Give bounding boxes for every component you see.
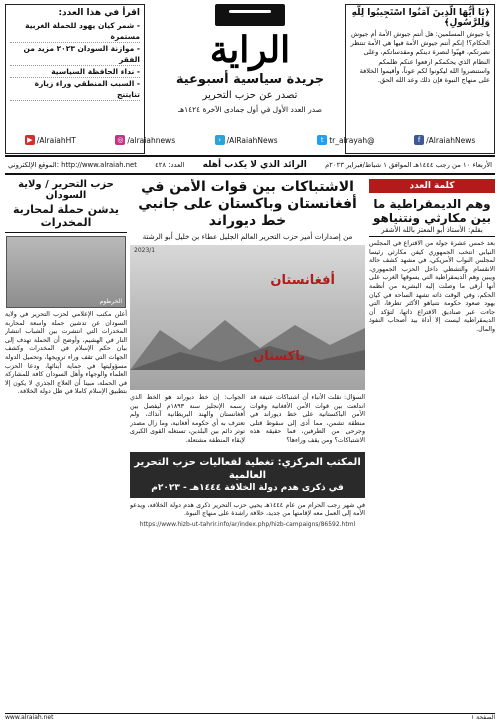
social-link-telegram[interactable]	[215, 135, 278, 145]
publisher-line: تصدر عن حزب التحرير	[202, 90, 298, 101]
campaign-title[interactable]: المكتب المركزي: تغطية لفعاليات حزب التحرير العالمية	[134, 456, 361, 481]
youtube-icon: ▶	[25, 135, 35, 145]
instagram-icon: ◎	[117, 136, 124, 144]
issue-date: الأربعاء ١٠ من رجب ١٤٤٤هـ الموافق ١ شباط/فبراير ٢٠٢٣م	[325, 161, 492, 169]
social-handle: /alraiahnews	[127, 135, 176, 145]
footer-site[interactable]: www.alraiah.net	[5, 714, 54, 721]
social-handle: tr_alrayah@	[329, 135, 375, 145]
campaign-body: في شهر رجب الحرام من عام ١٤٤٤هـ يحيي حزب التحرير ذكرى هدم دولة الخلافة، ويدعو الأمة إلى العمل معه لإقامتها من جديد، خلافة راشدة على منهاج النبوة.	[130, 501, 365, 518]
mountain-graphic	[130, 310, 365, 370]
social-link-instagram[interactable]	[115, 135, 175, 145]
toc-item[interactable]: - شمر كيان يهود للحملة الغربية مستمرة	[10, 20, 140, 43]
lead-photo	[130, 245, 365, 390]
photo-date: 2023/1	[134, 247, 156, 254]
lead-body-col: الجواب: إن خط ديوراند هو الخط الذي رسمه الإنجليز سنة ١٨٩٣م ليفصل بين أفغانستان والهند البريطانية آنذاك، ولم تعترف به أي حكومة أفغانية، وما زال مصدر توتر دائم بين البلدين، تستغله القوى الكبرى لإبقاء المنطقة مشتعلة.	[130, 394, 245, 444]
toc-item[interactable]: - السبب المنطقي وراء زيارة تنايتنج	[10, 78, 140, 101]
lead-body	[130, 394, 365, 446]
section-badge: كلمة العدد	[369, 179, 495, 193]
editorial-column	[369, 179, 495, 335]
flag-icon	[215, 4, 285, 26]
first-issue-note: صدر العدد الأول في أول جمادى الآخرة ١٤٢٤هـ	[177, 105, 323, 114]
website-link[interactable]: الموقع الإلكتروني: http://www.alraiah.net	[8, 161, 137, 169]
issue-number: العدد: ٤٢٨	[155, 161, 185, 169]
social-handle: /AlraiahHT	[36, 135, 76, 145]
toc-title: اقرأ في هذا العدد:	[58, 8, 140, 18]
social-links	[5, 132, 495, 148]
facebook-icon: f	[414, 135, 424, 145]
ayah-box-title: ﴿يَا أَيُّهَا الَّذِينَ آمَنُوا اسْتَجِيبُوا لِلَّهِ وَلِلرَّسُولِ﴾	[351, 8, 490, 28]
map-label-afghanistan: أفغانستان	[270, 273, 335, 288]
editorial-headline[interactable]: وهم الديمقراطية ما بين مكارثي ونتنياهو	[372, 197, 492, 225]
date-bar	[5, 155, 495, 175]
sudan-body: أعلن مكتب الإعلامي لحزب التحرير في ولاية السودان عن تدشين حملة واسعة لمحاربة المخدرات التي انتشرت بين الشباب انتشار النار في الهشيم، وأوضح أن الحملة تهدف إلى بيان حكم الإسلام في المخدرات وكشف الجهات التي تقف وراء ترويجها، وتحميل الدولة مسؤوليتها في حماية أبنائها، ودعا الحزب العلماء والوجهاء وأهل السودان كافة للمشاركة في الحملة، مبينا أن العلاج الجذري لا يكون إلا بتطبيق الإسلام كاملا في ظل دولة الخلافة.	[5, 311, 127, 396]
campaign-subtitle: في ذكرى هدم دولة الخلافة ١٤٤٤هـ - ٢٠٢٣م	[151, 482, 344, 493]
social-link-youtube[interactable]	[25, 135, 76, 145]
lead-headline[interactable]: الاشتباكات بين قوات الأمن في أفغانستان وباكستان على جانبي خط ديوراند	[138, 179, 357, 229]
telegram-icon: ›	[215, 135, 225, 145]
campaign-link[interactable]: https://www.hizb-ut-tahrir.info/ar/index.php/hizb-campaigns/86592.html	[139, 520, 356, 528]
toc-item[interactable]: - نداء الحافظة السياسية	[10, 66, 140, 78]
social-link-twitter[interactable]	[317, 135, 374, 145]
editorial-byline: بقلم: الأستاذ أبو المعتز بالله الأشقر	[369, 226, 495, 237]
sudan-kicker: حزب التحرير / ولاية السودان	[18, 179, 114, 201]
page-footer	[5, 713, 495, 724]
page-number: الصفحة ١	[471, 714, 495, 721]
social-handle: /AlRaiahNews	[226, 135, 278, 145]
campaign-band	[130, 452, 365, 498]
editorial-body: بعد خمس عشرة جولة من الاقتراع في المجلس النيابي انتخب الجمهوري كيفن مكارثي رئيسا لمجلس النواب الأمريكي، في مشهد كشف حالة الانقسام والتشظي داخل الحزب الجمهوري، ويبين وهم الديمقراطية التي يسوقها الغرب على أنها أرقى ما وصلت إليه البشرية من أنظمة الحكم، وفي الوقت ذاته تشهد الساحة في كيان يهود صعود حكومة نتنياهو الأكثر تطرفا، التي جاءت عبر صناديق الاقتراع ذاتها، لتؤكد أن الديمقراطية ليست إلا أداة بيد أصحاب النفوذ والمال.	[369, 240, 495, 333]
social-handle: /AlraiahNews	[426, 135, 476, 145]
newspaper-subtitle: جريدة سياسية أسبوعية	[175, 72, 325, 87]
slogan: الرائد الذي لا يكذب أهله	[202, 160, 307, 170]
lead-body-col: السؤال: نقلت الأنباء أن اشتباكات عنيفة قد اندلعت بين قوات الأمن الأفغانية وقوات الأمن الباكستانية على خط ديوراند في منطقة تشمن، مما أدى إلى سقوط قتلى وجرحى من الطرفين، فما حقيقة هذه الاشتباكات؟ ومن يقف وراءها؟	[250, 394, 365, 444]
ayah-box-text: يا جيوش المسلمين: هل أنتم جيوش الأمة أم جيوش الحكام؟! إنكم أنتم جيوش الأمة فيها هي الأمة تنتظر نصرتكم، فهبّوا لنصرة دينكم ومقدساتكم، وعلى النظام الذي يحكمكم ارفعوا عنكم ظلمكم واستنصروا الله ليكونوا لكم عوناً، وأقيموا الخلافة على منهاج النبوة فإن ذلك وعد الله الحق.	[350, 30, 490, 85]
sudan-photo	[6, 236, 126, 308]
newspaper-logo: الراية	[209, 29, 291, 71]
social-link-facebook[interactable]	[414, 135, 475, 145]
masthead	[5, 4, 495, 154]
sudan-headline[interactable]: يدشن حملة لمحاربة المخدرات	[5, 203, 127, 233]
toc-item[interactable]: - موازنة السودان ٢٠٢٣ مزيد من الفقر	[10, 43, 140, 66]
lead-subheadline: من إصدارات أمير حزب التحرير العالم الجليل عطاء بن خليل أبو الرشتة	[142, 232, 353, 241]
sudan-story	[5, 179, 127, 397]
map-label-pakistan: باكستان	[253, 349, 305, 364]
twitter-icon: t	[317, 135, 327, 145]
lead-story	[130, 179, 365, 528]
sudan-photo-caption: الخرطوم	[99, 298, 122, 305]
